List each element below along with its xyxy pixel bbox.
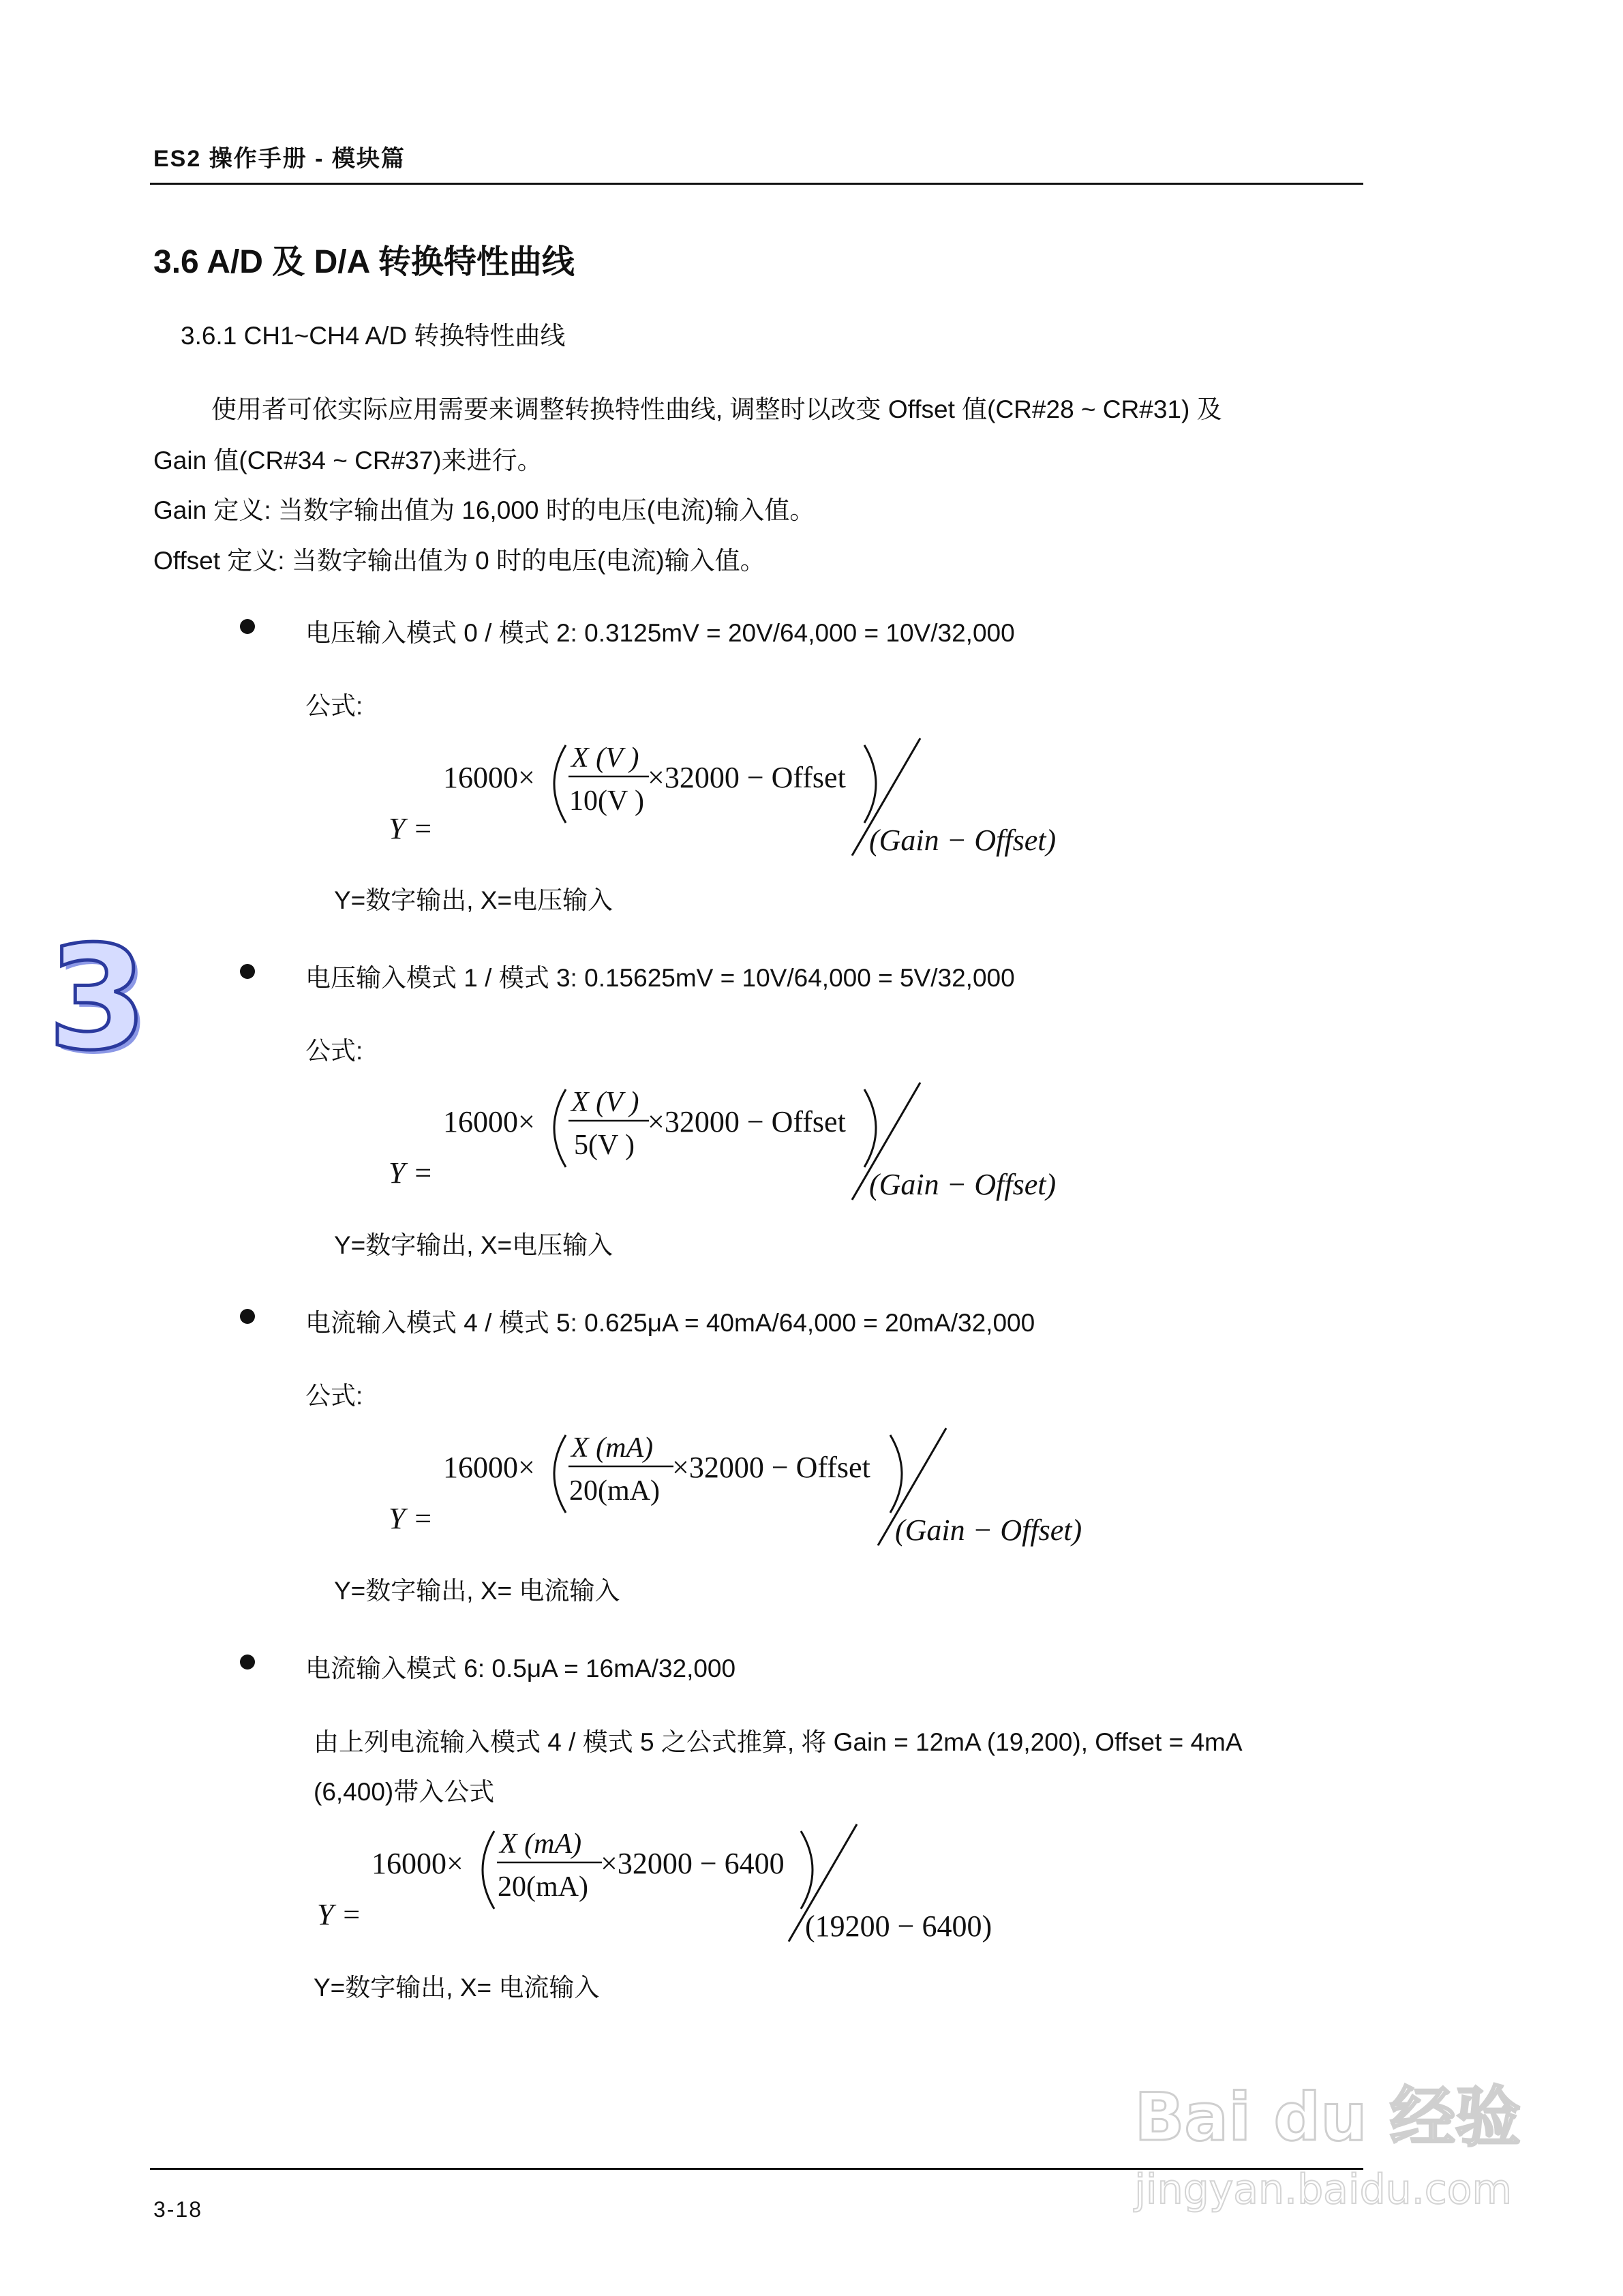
formula-label: 公式: xyxy=(305,1037,363,1065)
header-rule xyxy=(150,183,1363,185)
formula-denominator: 10(V ) xyxy=(569,785,645,817)
page-number: 3-18 xyxy=(153,2197,203,2222)
formula xyxy=(375,1423,1159,1573)
watermark xyxy=(1134,2066,1521,2214)
formula-numerator: X (V ) xyxy=(571,1087,639,1118)
formula xyxy=(375,1077,1125,1227)
subsection-title: 3.6.1 CH1~CH4 A/D 转换特性曲线 xyxy=(181,322,566,350)
formula-coef: 16000× xyxy=(371,1847,464,1880)
variable-definition: Y=数字输出, X= 电流输入 xyxy=(314,1974,600,2002)
mode-title: 电压输入模式 1 / 模式 3: 0.15625mV = 10V/64,000 = 5V/32,000 xyxy=(305,964,1015,992)
bullet-icon xyxy=(240,619,255,634)
chapter-marker: 3 xyxy=(48,915,148,1082)
formula-coef: 16000× xyxy=(443,1451,535,1484)
bullet-icon xyxy=(240,1309,255,1324)
formula-y: Y = xyxy=(317,1898,362,1931)
formula xyxy=(375,733,1125,883)
variable-definition: Y=数字输出, X= 电流输入 xyxy=(334,1577,620,1605)
left-paren xyxy=(554,1435,566,1513)
derivation-note-line-2: (6,400)带入公式 xyxy=(314,1778,495,1806)
mode-title: 电压输入模式 0 / 模式 2: 0.3125mV = 20V/64,000 = 10V/32,000 xyxy=(305,619,1015,647)
bullet-icon xyxy=(240,964,255,979)
formula-coef: 16000× xyxy=(443,1105,535,1138)
formula-numerator: X (mA) xyxy=(571,1432,654,1464)
left-paren xyxy=(554,1089,566,1167)
right-paren xyxy=(864,745,876,823)
mode-title: 电流输入模式 4 / 模式 5: 0.625μA = 40mA/64,000 = 20mA/32,000 xyxy=(305,1309,1035,1337)
formula-middle: ×32000 − Offset xyxy=(672,1451,870,1484)
formula-middle: ×32000 − Offset xyxy=(648,1105,846,1138)
formula-numerator: X (mA) xyxy=(500,1828,582,1860)
formula-divisor: (Gain − Offset) xyxy=(869,1168,1057,1201)
watermark-url: jingyan.baidu.com xyxy=(1134,2166,1512,2214)
formula-divisor: (Gain − Offset) xyxy=(895,1513,1082,1547)
offset-definition: Offset 定义: 当数字输出值为 0 时的电压(电流)输入值。 xyxy=(153,547,765,575)
variable-definition: Y=数字输出, X=电压输入 xyxy=(334,886,613,914)
formula-y: Y = xyxy=(389,1502,434,1535)
formula-label: 公式: xyxy=(305,692,363,720)
intro-line-2: Gain 值(CR#34 ~ CR#37)来进行。 xyxy=(153,447,543,474)
left-paren xyxy=(483,1831,494,1909)
variable-definition: Y=数字输出, X=电压输入 xyxy=(334,1231,613,1259)
right-paren xyxy=(864,1089,876,1167)
bullet-icon xyxy=(240,1655,255,1670)
formula-label: 公式: xyxy=(305,1382,363,1410)
right-paren xyxy=(801,1831,813,1909)
gain-definition: Gain 定义: 当数字输出值为 16,000 时的电压(电流)输入值。 xyxy=(153,496,815,524)
header-title: ES2 操作手册 - 模块篇 xyxy=(153,146,406,172)
right-paren xyxy=(890,1435,902,1513)
formula-middle: ×32000 − 6400 xyxy=(601,1847,785,1880)
formula-y: Y = xyxy=(389,1156,434,1190)
formula-divisor: (19200 − 6400) xyxy=(805,1909,992,1943)
formula xyxy=(303,1819,1087,1969)
formula-numerator: X (V ) xyxy=(571,742,639,774)
watermark-brand: Bai du 经验 xyxy=(1134,2079,1521,2156)
left-paren xyxy=(554,745,566,823)
derivation-note-line-1: 由上列电流输入模式 4 / 模式 5 之公式推算, 将 Gain = 12mA (19,200), Offset = 4mA xyxy=(314,1728,1243,1756)
section-title: 3.6 A/D 及 D/A 转换特性曲线 xyxy=(153,244,575,280)
formula-coef: 16000× xyxy=(443,761,535,794)
mode-title: 电流输入模式 6: 0.5μA = 16mA/32,000 xyxy=(305,1655,736,1682)
formula-divisor: (Gain − Offset) xyxy=(869,824,1057,857)
intro-line-1: 使用者可依实际应用需要来调整转换特性曲线, 调整时以改变 Offset 值(CR#28 ~ CR#31) 及 xyxy=(211,395,1222,423)
formula-denominator: 20(mA) xyxy=(569,1475,660,1507)
formula-denominator: 5(V ) xyxy=(574,1130,635,1161)
formula-y: Y = xyxy=(389,812,434,845)
formula-middle: ×32000 − Offset xyxy=(648,761,846,794)
formula-denominator: 20(mA) xyxy=(498,1871,588,1903)
